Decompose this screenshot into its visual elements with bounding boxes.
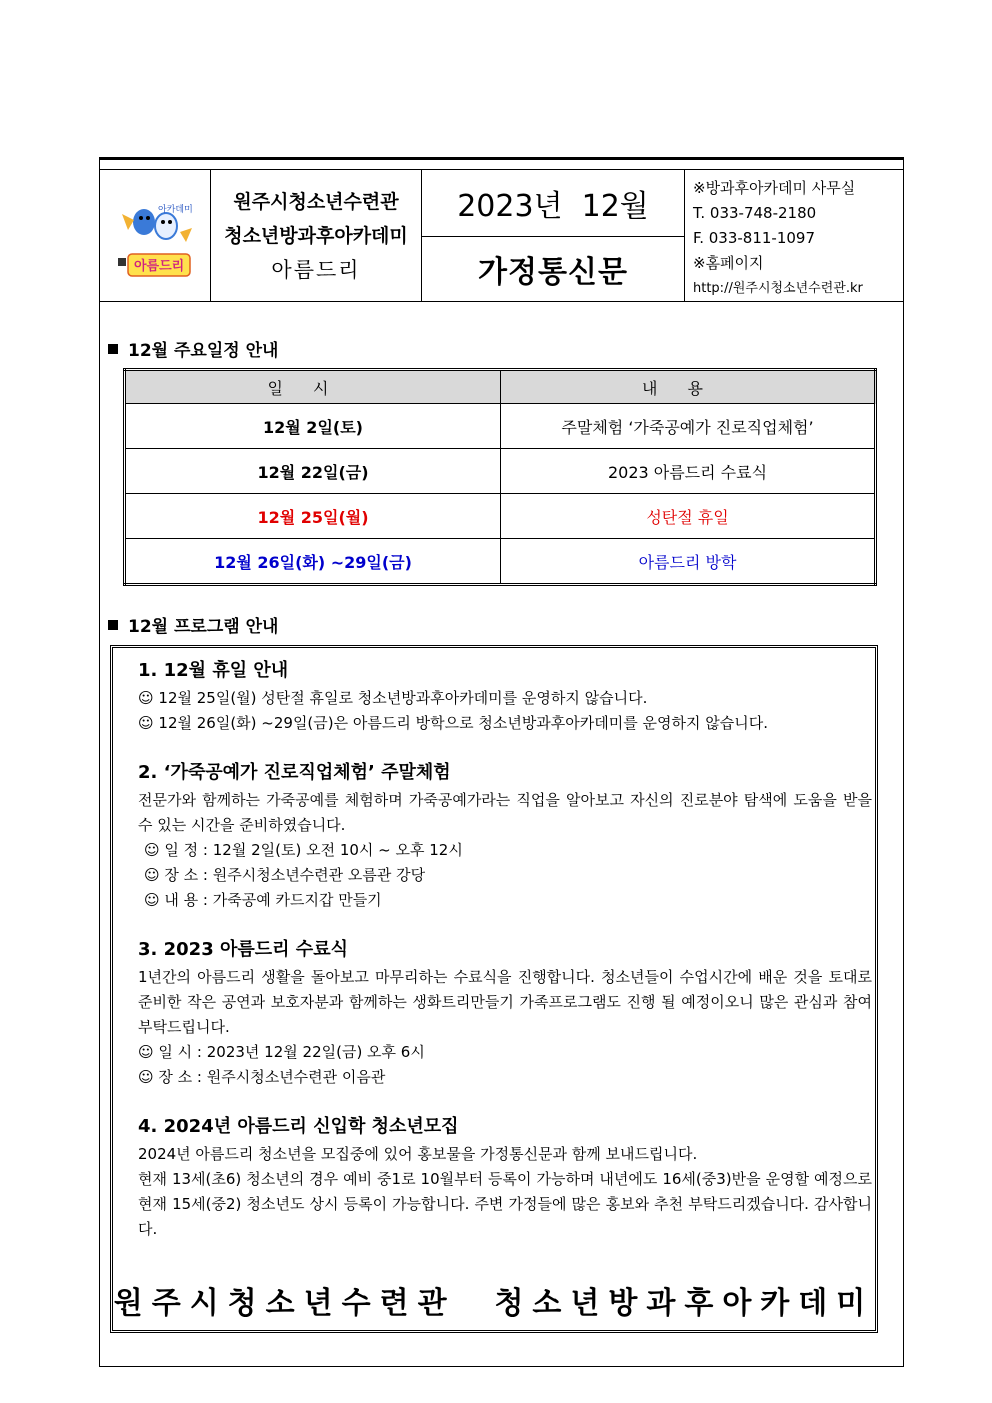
section2-line2: ☺ 장 소 : 원주시청소년수련관 오름관 강당 xyxy=(144,866,426,884)
schedule-heading xyxy=(108,336,278,361)
org-name-line3: 아름드리 xyxy=(271,257,361,282)
program-box xyxy=(110,645,878,1333)
square-bullet-icon xyxy=(108,620,118,630)
section3-title: 3. 2023 아름드리 수료식 xyxy=(138,939,348,960)
section3-paragraph: 1년간의 아름드리 생활을 돌아보고 마무리하는 수료식을 진행합니다. 청소년들이 수업시간에 배운 것을 토대로 준비한 작은 공연과 보호자분과 함께하는 생화트리만들기 가족프로그램도 진행 될 예정이오니 많은 관심과 참여 부탁드립니다. xyxy=(138,968,872,1036)
schedule-content: 성탄절 휴일 xyxy=(501,494,876,539)
academy-logo xyxy=(100,170,211,301)
schedule-header-row xyxy=(125,370,876,404)
schedule-date: 12월 25일(월) xyxy=(125,494,501,539)
contact-url[interactable]: http://원주시청소년수련관.kr xyxy=(693,281,863,296)
schedule-date: 12월 22일(금) xyxy=(125,449,501,494)
contact-cell xyxy=(685,170,903,301)
org-name-line1: 원주시청소년수련관 xyxy=(233,190,399,213)
svg-text:아카데미: 아카데미 xyxy=(158,205,193,215)
section3-line2: ☺ 장 소 : 원주시청소년수련관 이음관 xyxy=(138,1068,386,1086)
org-name-line2: 청소년방과후아카데미 xyxy=(224,224,408,247)
table-row xyxy=(125,494,876,539)
schedule-content: 아름드리 방학 xyxy=(501,539,876,585)
contact-tel: T. 033-748-2180 xyxy=(693,204,817,222)
section4-title: 4. 2024년 아름드리 신입학 청소년모집 xyxy=(138,1116,459,1137)
title-main: 가정통신문 xyxy=(478,255,628,290)
newsletter-page xyxy=(99,159,904,1367)
section2-paragraph: 전문가와 함께하는 가죽공예를 체험하며 가죽공예가라는 직업을 알아보고 자신의 진로분야 탐색에 도움을 받을 수 있는 시간을 준비하였습니다. xyxy=(138,791,872,834)
contact-fax: F. 033-811-1097 xyxy=(693,229,816,247)
schedule-date: 12월 26일(화) ~29일(금) xyxy=(125,539,501,585)
section3-line1: ☺ 일 시 : 2023년 12월 22일(금) 오후 6시 xyxy=(138,1043,425,1061)
schedule-content: 2023 아름드리 수료식 xyxy=(501,449,876,494)
program-heading xyxy=(108,612,278,637)
logo-cell xyxy=(100,170,211,301)
section2-line3: ☺ 내 용 : 가죽공예 카드지갑 만들기 xyxy=(144,891,382,909)
table-row xyxy=(125,449,876,494)
title-year-month: 2023년 12월 xyxy=(422,170,684,237)
section2-line1: ☺ 일 정 : 12월 2일(토) 오전 10시 ~ 오후 12시 xyxy=(144,841,463,859)
program-content xyxy=(138,656,872,1242)
col-content-header: 내용 xyxy=(501,370,876,404)
schedule-content: 주말체험 ‘가죽공예가 진로직업체험’ xyxy=(501,404,876,449)
table-row xyxy=(125,404,876,449)
header-table xyxy=(100,169,903,302)
footer-org-title: 원주시청소년수련관 청소년방과후아카데미 xyxy=(113,1286,875,1321)
section1-line2: ☺ 12월 26일(화) ~29일(금)은 아름드리 방학으로 청소년방과후아카데미를 운영하지 않습니다. xyxy=(138,714,768,732)
section1-title: 1. 12월 휴일 안내 xyxy=(138,660,289,681)
title-cell xyxy=(422,170,685,301)
section2-title: 2. ‘가죽공예가 진로직업체험’ 주말체험 xyxy=(138,762,451,783)
schedule-date: 12월 2일(토) xyxy=(125,404,501,449)
section4-paragraph1: 2024년 아름드리 청소년을 모집중에 있어 홍보물을 가정통신문과 함께 보내드립니다. xyxy=(138,1145,698,1163)
schedule-table xyxy=(123,368,877,586)
square-bullet-icon xyxy=(108,344,118,354)
contact-homepage-label: ※홈페이지 xyxy=(693,254,764,272)
program-heading-text: 12월 프로그램 안내 xyxy=(128,617,279,637)
org-name-cell xyxy=(211,170,422,301)
logo-text: 아름드리 xyxy=(134,259,185,274)
schedule-heading-text: 12월 주요일정 안내 xyxy=(128,341,279,361)
contact-office: ※방과후아카데미 사무실 xyxy=(693,179,856,197)
table-row xyxy=(125,539,876,585)
col-date-header: 일시 xyxy=(125,370,501,404)
section1-line1: ☺ 12월 25일(월) 성탄절 휴일로 청소년방과후아카데미를 운영하지 않습니다. xyxy=(138,689,648,707)
section4-paragraph2: 현재 13세(초6) 청소년의 경우 예비 중1로 10월부터 등록이 가능하며 내년에도 16세(중3)반을 운영할 예정으로 현재 15세(중2) 청소년도 상시 등록이 가능합니다. 주변 가정들에 많은 홍보와 추천 부탁드리겠습니다. 감사합니다. xyxy=(138,1170,872,1238)
